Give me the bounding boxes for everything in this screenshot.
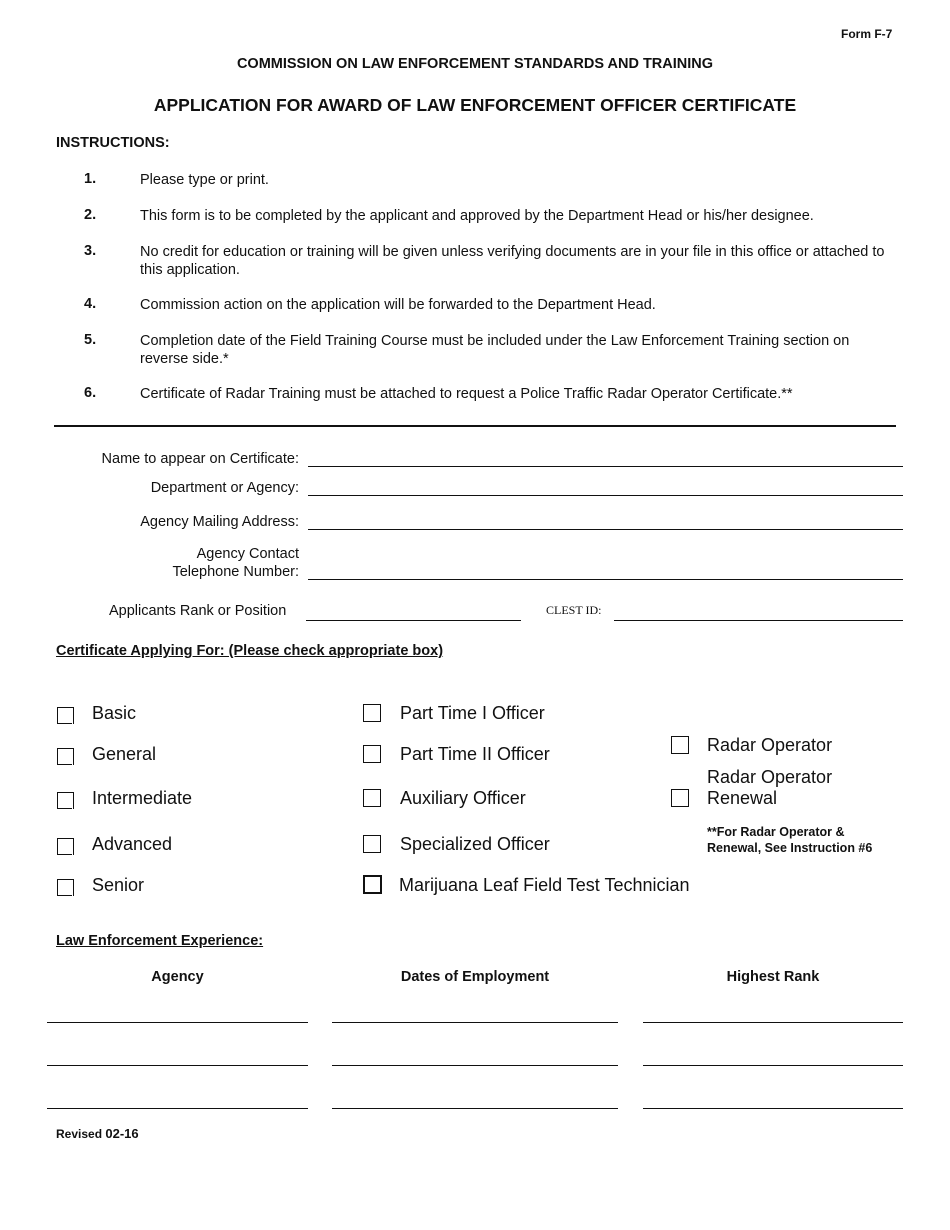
- auxiliary-checkbox[interactable]: [363, 789, 381, 807]
- radar-note-line: Renewal, See Instruction #6: [707, 841, 873, 855]
- page-title: APPLICATION FOR AWARD OF LAW ENFORCEMENT OFFICER CERTIFICATE: [153, 95, 797, 115]
- general-label: General: [92, 744, 157, 764]
- contact-label: Agency Contact: [196, 546, 299, 562]
- experience-heading: Law Enforcement Experience:: [56, 933, 264, 949]
- checkbox-underline: [57, 723, 72, 724]
- certificate-heading: Certificate Applying For: (Please check appropriate box): [56, 643, 444, 659]
- highest-rank-field[interactable]: [643, 1022, 903, 1023]
- revised-date: 02-16: [105, 1126, 139, 1141]
- name-field[interactable]: [308, 466, 903, 467]
- part-time-i-label: Part Time I Officer: [400, 703, 545, 723]
- specialized-checkbox[interactable]: [363, 835, 381, 853]
- part-time-ii-checkbox[interactable]: [363, 745, 381, 763]
- dates-field[interactable]: [332, 1065, 618, 1066]
- radar-operator-label: Radar Operator: [707, 735, 833, 755]
- instruction-number: 5.: [84, 332, 97, 348]
- intermediate-label: Intermediate: [92, 788, 193, 808]
- checkbox-underline: [57, 764, 72, 765]
- rank-label: Applicants Rank or Position: [109, 603, 287, 619]
- agency-field[interactable]: [47, 1065, 308, 1066]
- instruction-text: Certificate of Radar Training must be attached to request a Police Traffic Radar Operator Certificate.**: [140, 386, 793, 402]
- checkbox-underline: [57, 808, 72, 809]
- rank-field[interactable]: [306, 620, 521, 621]
- highest-rank-field[interactable]: [643, 1108, 903, 1109]
- intermediate-checkbox[interactable]: [57, 792, 74, 809]
- revised-label: Revised: [56, 1127, 103, 1141]
- auxiliary-label: Auxiliary Officer: [400, 788, 526, 808]
- address-field[interactable]: [308, 529, 903, 530]
- instruction-number: 1.: [84, 171, 97, 187]
- instruction-text: No credit for education or training will be given unless verifying documents are in your file in this office or attached to this application.: [140, 244, 885, 278]
- marijuana-technician-checkbox[interactable]: [363, 875, 382, 894]
- part-time-ii-label: Part Time II Officer: [400, 744, 550, 764]
- dates-column-header: Dates of Employment: [400, 969, 550, 985]
- agency-heading: COMMISSION ON LAW ENFORCEMENT STANDARDS AND TRAINING: [236, 56, 714, 72]
- part-time-i-checkbox[interactable]: [363, 704, 381, 722]
- checkbox-underline: [57, 895, 72, 896]
- radar-renewal-label-line2: Renewal: [707, 788, 778, 808]
- basic-label: Basic: [92, 703, 137, 723]
- instruction-number: 4.: [84, 296, 97, 312]
- radar-note: [707, 824, 872, 856]
- address-label: Agency Mailing Address:: [140, 514, 299, 530]
- radar-note-line: **For Radar Operator &: [707, 825, 845, 839]
- basic-checkbox[interactable]: [57, 707, 74, 724]
- instruction-text: Please type or print.: [140, 172, 269, 188]
- marijuana-technician-label: Marijuana Leaf Field Test Technician: [399, 875, 690, 895]
- revision-note: [56, 1126, 139, 1141]
- dates-field[interactable]: [332, 1108, 618, 1109]
- instructions-heading: INSTRUCTIONS:: [56, 135, 170, 151]
- dates-field[interactable]: [332, 1022, 618, 1023]
- senior-checkbox[interactable]: [57, 879, 74, 896]
- checkbox-underline: [57, 854, 72, 855]
- advanced-checkbox[interactable]: [57, 838, 74, 855]
- agency-field[interactable]: [47, 1022, 308, 1023]
- telephone-field[interactable]: [308, 579, 903, 580]
- radar-operator-checkbox[interactable]: [671, 736, 689, 754]
- instruction-text: This form is to be completed by the applicant and approved by the Department Head or his/her designee.: [140, 208, 814, 224]
- advanced-label: Advanced: [92, 834, 173, 854]
- agency-field[interactable]: [47, 1108, 308, 1109]
- clest-id-field[interactable]: [614, 620, 903, 621]
- agency-column-header: Agency: [151, 969, 204, 985]
- instruction-number: 6.: [84, 385, 97, 401]
- form-number: Form F-7: [841, 27, 893, 41]
- general-checkbox[interactable]: [57, 748, 74, 765]
- highest-rank-field[interactable]: [643, 1065, 903, 1066]
- clest-id-label: CLEST ID:: [546, 603, 602, 617]
- radar-renewal-label: Radar Operator: [707, 767, 833, 787]
- section-divider: [54, 425, 896, 427]
- telephone-label: Telephone Number:: [172, 564, 299, 580]
- name-label: Name to appear on Certificate:: [101, 451, 299, 467]
- radar-renewal-checkbox[interactable]: [671, 789, 689, 807]
- instruction-number: 2.: [84, 207, 97, 223]
- department-label: Department or Agency:: [150, 480, 299, 496]
- department-field[interactable]: [308, 495, 903, 496]
- specialized-label: Specialized Officer: [400, 834, 550, 854]
- instruction-text: Completion date of the Field Training Course must be included under the Law Enforcement Training section on reverse side.*: [140, 333, 850, 367]
- instruction-text: Commission action on the application will be forwarded to the Department Head.: [140, 297, 656, 313]
- senior-label: Senior: [92, 875, 145, 895]
- rank-column-header: Highest Rank: [726, 969, 820, 985]
- instruction-number: 3.: [84, 243, 97, 259]
